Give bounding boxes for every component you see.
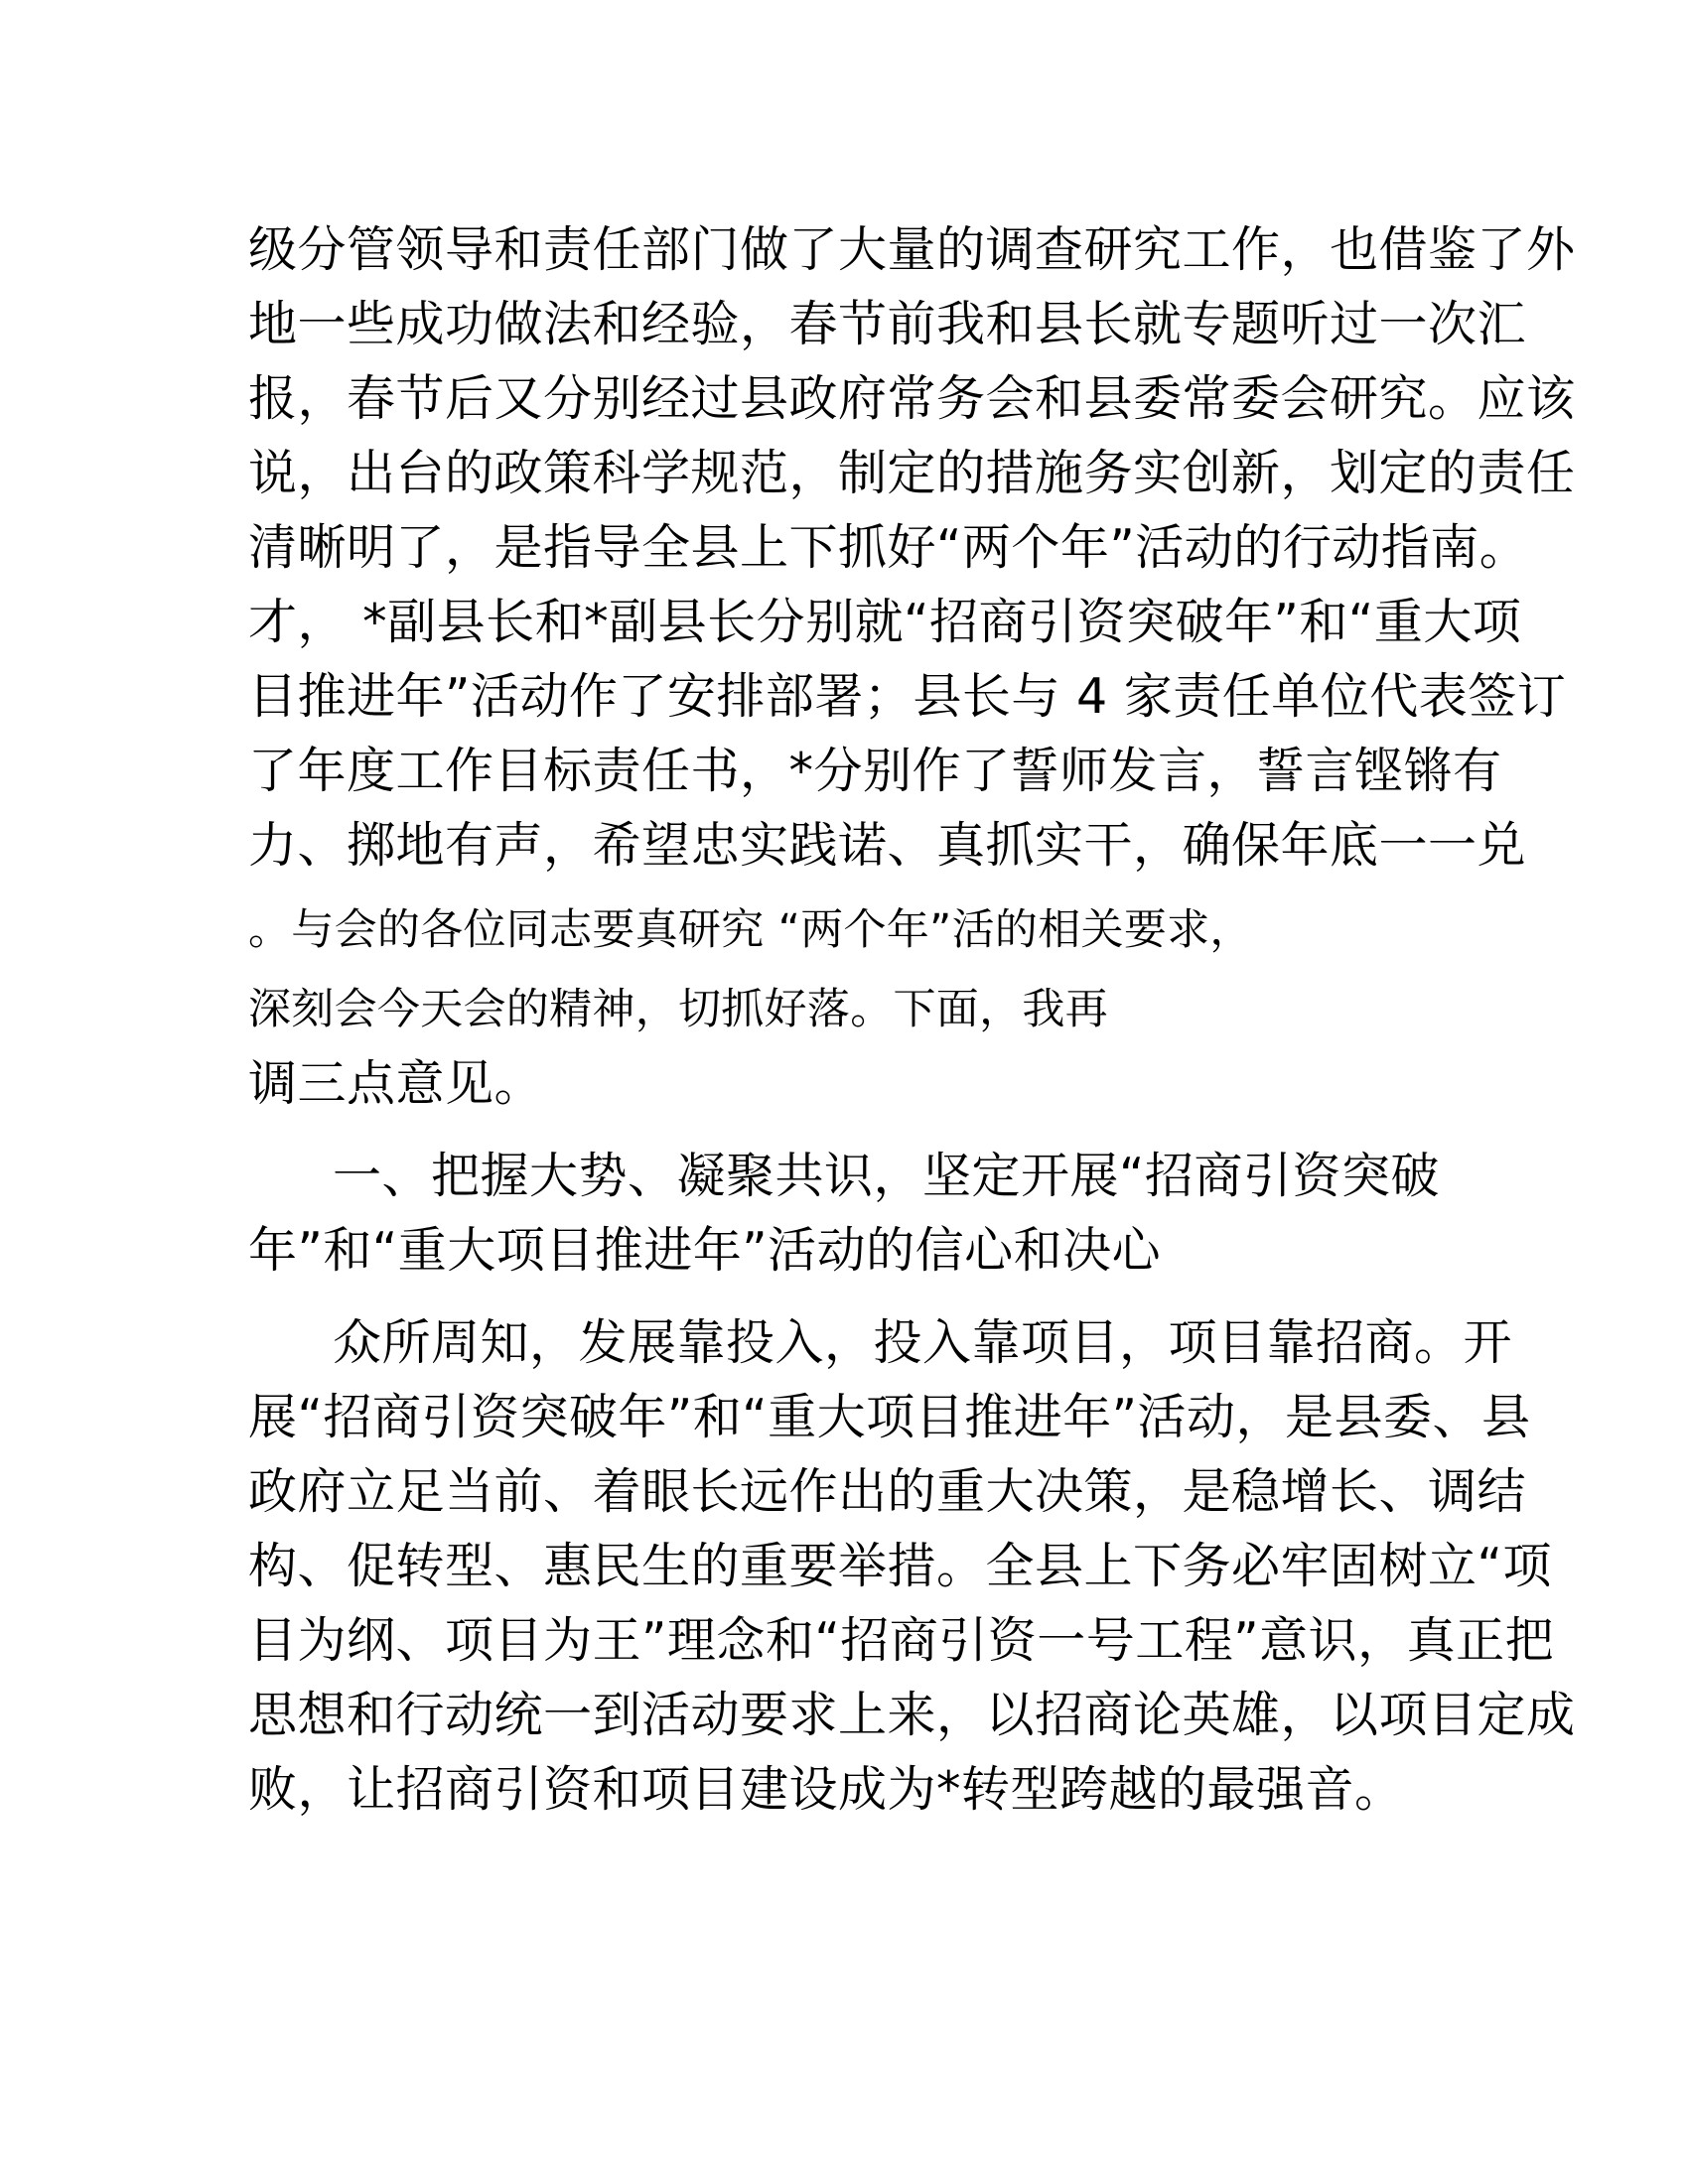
text-line: 政府立足当前、着眼长远作出的重大决策，是稳增长、调结	[248, 1463, 1527, 1520]
text-line: 清晰明了，是指导全县上下抓好“两个年”活动的行动指南。	[248, 519, 1529, 576]
text-line: 级分管领导和责任部门做了大量的调查研究工作，也借鉴了外	[248, 221, 1576, 278]
text-line: 展“招商引资突破年”和“重大项目推进年”活动，是县委、县	[248, 1389, 1531, 1445]
text-line: 思想和行动统一到活动要求上来，以招商论英雄，以项目定成	[248, 1687, 1576, 1743]
text-line: 地一些成功做法和经验，春节前我和县长就专题听过一次汇	[248, 296, 1527, 352]
text-line: 。与会的各位同志要真研究 “两个年”活的相关要求，	[248, 905, 1253, 955]
section-heading-line: 年”和“重大项目推进年”活动的信心和决心	[248, 1222, 1162, 1279]
text-line: 报，春节后又分别经过县政府常务会和县委常委会研究。应该	[248, 370, 1576, 427]
text-line: 目为纲、项目为王”理念和“招商引资一号工程”意识，真正把	[248, 1612, 1555, 1669]
section-heading-line: 一、把握大势、凝聚共识，坚定开展“招商引资突破	[333, 1148, 1440, 1204]
text-line: 调三点意见。	[248, 1055, 544, 1112]
text-line: 说，出台的政策科学规范，制定的措施务实创新，划定的责任	[248, 445, 1576, 501]
text-line: 才， *副县长和*副县长分别就“招商引资突破年”和“重大项	[248, 594, 1522, 650]
text-line: 构、促转型、惠民生的重要举措。全县上下务必牢固树立“项	[248, 1538, 1552, 1594]
text-line: 了年度工作目标责任书，*分别作了誓师发言，誓言铿锵有	[248, 743, 1502, 799]
text-line: 深刻会今天会的精神，切抓好落。下面，我再	[248, 985, 1108, 1034]
text-line: 力、掷地有声，希望忠实践诺、真抓实干，确保年底一一兑	[248, 817, 1527, 874]
text-line: 众所周知，发展靠投入，投入靠项目，项目靠招商。开	[333, 1314, 1513, 1371]
text-line: 目推进年”活动作了安排部署；县长与 4 家责任单位代表签订	[248, 668, 1567, 725]
text-line: 败，让招商引资和项目建设成为*转型跨越的最强音。	[248, 1761, 1404, 1818]
